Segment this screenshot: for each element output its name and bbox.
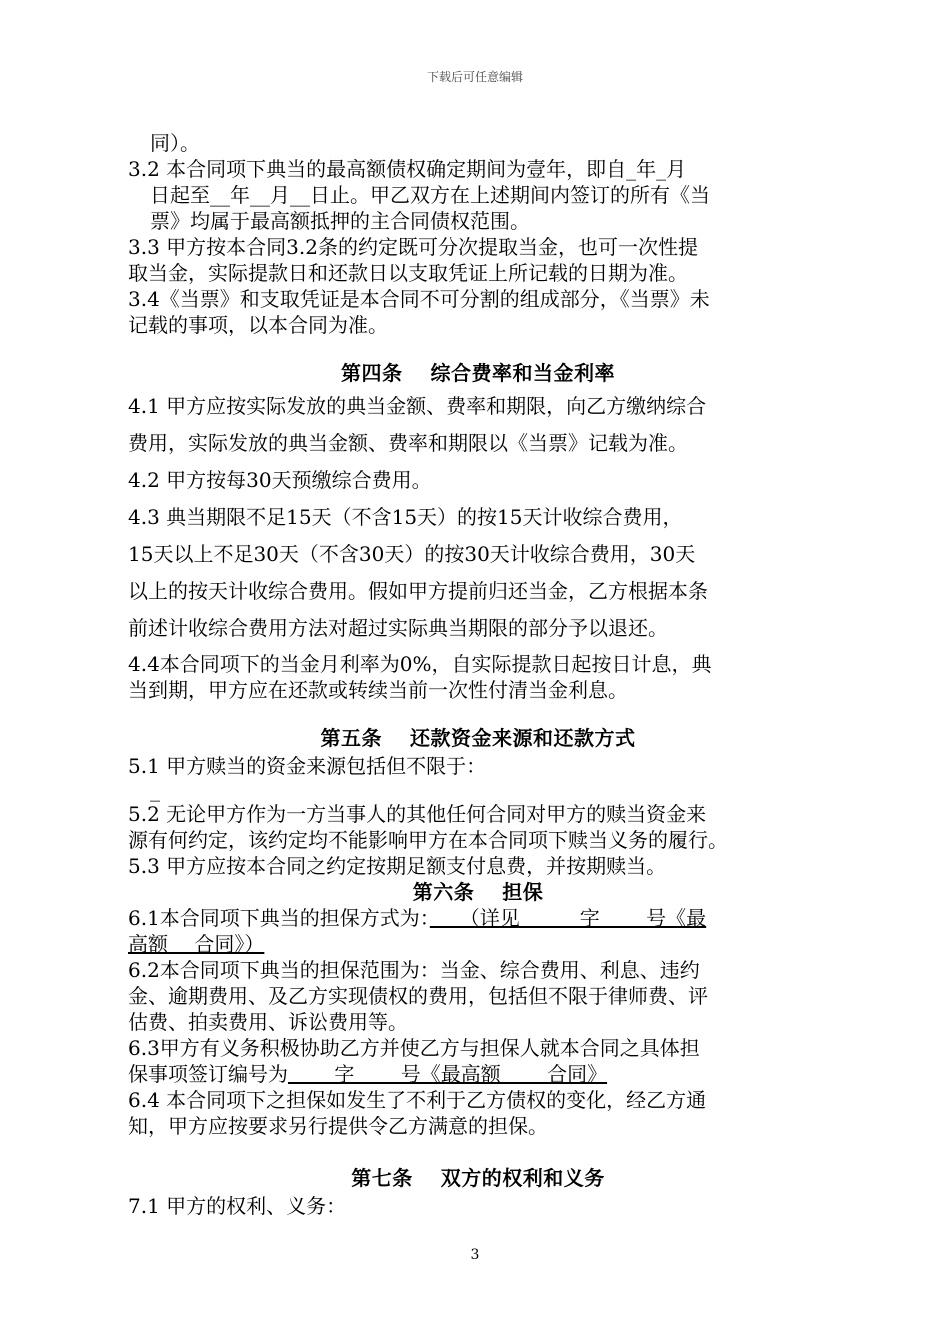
- clause-4-2: 4.2 甲方按每30天预缴综合费用。: [128, 468, 432, 492]
- article-6-heading: 第六条 担保: [412, 880, 544, 904]
- clause-7-1: 7.1 甲方的权利、义务：: [128, 1194, 347, 1218]
- clause-4-3: 4.3 典当期限不足15天（不含15天）的按15天计收综合费用，: [128, 505, 683, 529]
- clause-6-3: 6.3甲方有义务积极协助乙方并使乙方与担保人就本合同之具体担: [128, 1036, 700, 1060]
- clause-3-4: 3.4《当票》和支取凭证是本合同不可分割的组成部分，《当票》未: [128, 287, 710, 311]
- document-body: [128, 130, 828, 1219]
- underlined-blank: （详见 字 号《最: [429, 906, 707, 930]
- text-line: 日起至__年__月__日止。甲乙双方在上述期间内签订的所有《当: [150, 183, 710, 207]
- text-line: 知，甲方应按要求另行提供令乙方满意的担保。: [128, 1114, 548, 1138]
- text-line: 源有何约定，该约定均不能影响甲方在本合同项下赎当义务的履行。: [128, 828, 728, 852]
- clause-3-3: 3.3 甲方按本合同3.2条的约定既可分次提取当金，也可一次性提: [128, 235, 698, 259]
- clause-4-4: 4.4本合同项下的当金月利率为0%，自实际提款日起按日计息，典: [128, 652, 712, 676]
- article-4-heading: 第四条 综合费率和当金利率: [341, 361, 615, 385]
- text-line: 15天以上不足30天（不含30天）的按30天计收综合费用，30天: [128, 542, 696, 566]
- clause-6-2: 6.2本合同项下典当的担保范围为：当金、综合费用、利息、违约: [128, 958, 700, 982]
- text-line: 估费、拍卖费用、诉讼费用等。: [128, 1010, 408, 1034]
- text-line: 费用，实际发放的典当金额、费率和期限以《当票》记载为准。: [128, 431, 688, 455]
- text-line: [128, 1061, 828, 1087]
- text-span: 保事项签订编号为: [128, 1062, 288, 1086]
- text-span: 6.1本合同项下典当的担保方式为：: [128, 906, 430, 930]
- article-7-heading: 第七条 双方的权利和义务: [351, 1166, 605, 1190]
- text-line: 票》均属于最高额抵押的主合同债权范围。: [150, 209, 530, 233]
- clause-5-3: 5.3 甲方应按本合同之约定按期足额支付息费，并按期赎当。: [128, 854, 667, 878]
- text-line: 前述计收综合费用方法对超过实际典当期限的部分予以退还。: [128, 616, 668, 640]
- clause-5-1: 5.1 甲方赎当的资金来源包括但不限于：: [128, 754, 487, 778]
- text-line: 记载的事项，以本合同为准。: [128, 313, 388, 337]
- underlined-blank: 字 号《最高额 合同》: [288, 1062, 608, 1086]
- clause-3-2: 3.2 本合同项下典当的最高额债权确定期间为壹年，即自_年_月: [128, 157, 687, 181]
- blank-line: _: [150, 778, 160, 802]
- page-header: 下载后可任意编辑: [426, 70, 523, 84]
- underlined-blank: 高额 合同》）: [128, 932, 265, 956]
- text-line: 取当金，实际提款日和还款日以支取凭证上所记载的日期为准。: [128, 261, 688, 285]
- text-line: 以上的按天计收综合费用。假如甲方提前归还当金，乙方根据本条: [128, 579, 708, 603]
- text-line: 金、逾期费用、及乙方实现债权的费用，包括但不限于律师费、评: [128, 984, 708, 1008]
- text-line: 同）。: [150, 131, 200, 155]
- clause-6-4: 6.4 本合同项下之担保如发生了不利于乙方债权的变化，经乙方通: [128, 1088, 707, 1112]
- clause-4-1: 4.1 甲方应按实际发放的典当金额、费率和期限，向乙方缴纳综合: [128, 394, 707, 418]
- page-number: 3: [470, 1247, 480, 1263]
- article-5-heading: 第五条 还款资金来源和还款方式: [320, 726, 636, 750]
- clause-6-1: [128, 905, 828, 931]
- clause-5-2: 5.2 无论甲方作为一方当事人的其他任何合同对甲方的赎当资金来: [128, 802, 707, 826]
- text-line: 当到期，甲方应在还款或转续当前一次性付清当金利息。: [128, 678, 628, 702]
